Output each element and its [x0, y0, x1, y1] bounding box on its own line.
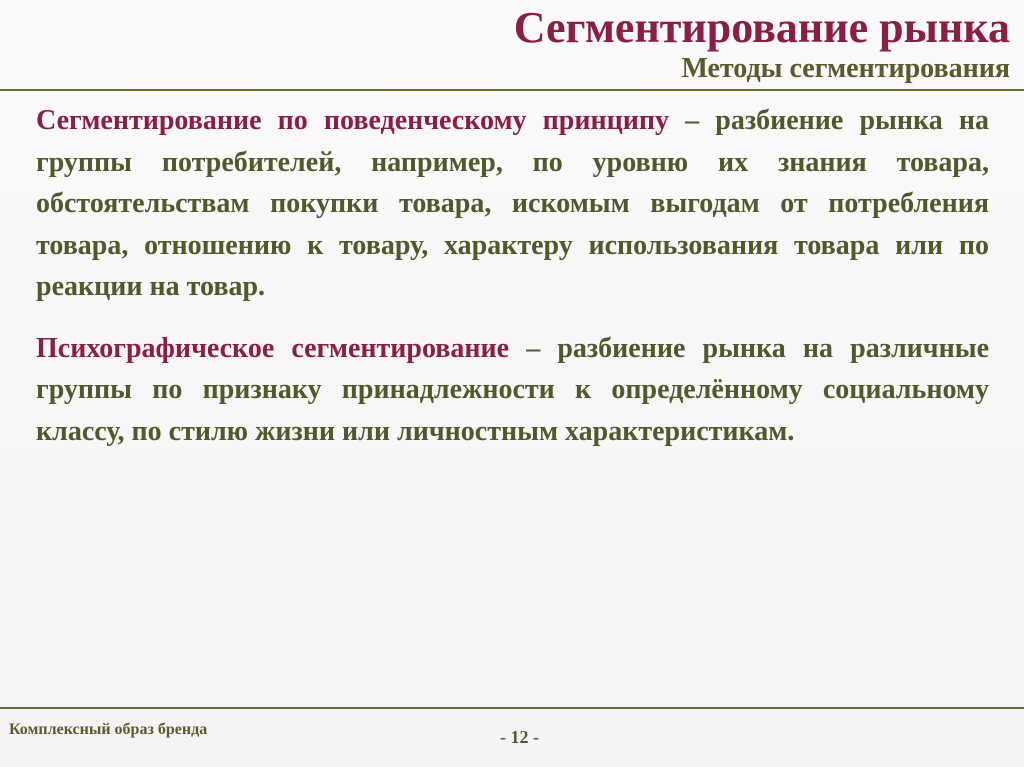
term-psychographic-segmentation: Психографическое сегментирование [36, 332, 510, 364]
definition-psychographic-segmentation: – разбиение рынка на различные группы по признаку принадлежности к определённому социальному классу, по стилю жизни или личностным характеристикам. [36, 332, 989, 447]
term-behavioral-segmentation: Сегментирование по поведенческому принципу [36, 105, 670, 136]
footer-divider [0, 707, 1024, 709]
paragraph-behavioral-segmentation [36, 100, 989, 308]
page-number: - 12 - [500, 727, 539, 747]
slide-content [36, 100, 989, 452]
header-divider [0, 89, 1024, 91]
footer-course-title: Комплексный образ бренда [9, 721, 208, 738]
definition-behavioral-segmentation: – разбиение рынка на группы потребителей, например, по уровню их знания товара, обстоятельствам покупки товара, искомым выгодам от потребления товара, отношению к товару, характеру использования товара или по реакции на товар. [36, 105, 989, 302]
paragraph-psychographic-segmentation [36, 328, 989, 453]
slide-title: Сегментирование рынка [513, 3, 1010, 52]
slide-subtitle: Методы сегментирования [681, 53, 1010, 84]
